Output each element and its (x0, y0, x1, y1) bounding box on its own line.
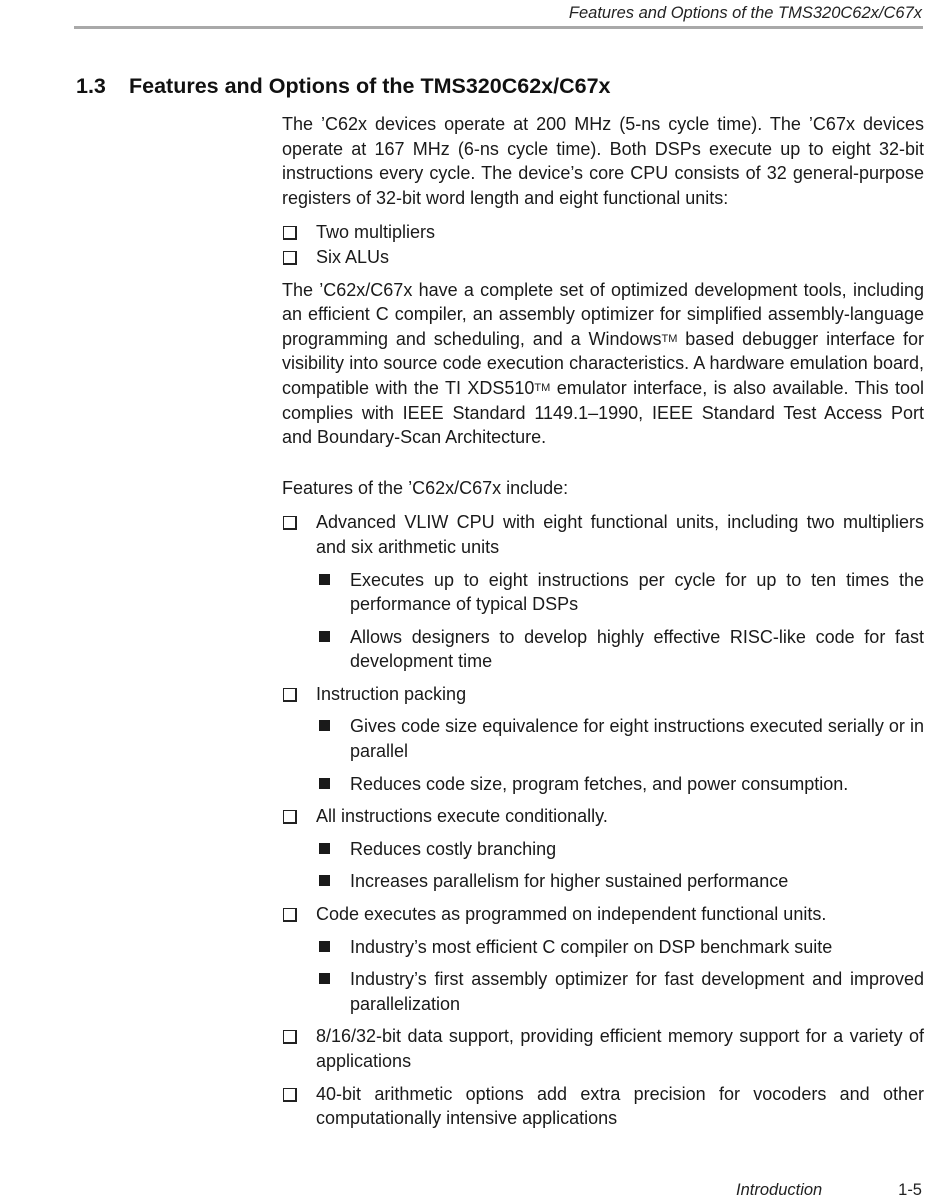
tools-paragraph-part2: based debugger interface for visibility into source code execution characteristics. A hardware emulation board, compatible with the TI XDS510 (282, 328, 924, 398)
square-bullet-icon (319, 875, 330, 886)
functional-units-list (282, 220, 924, 269)
trademark-mark: TM (661, 332, 678, 345)
feature-sublist (316, 837, 924, 894)
square-bullet-icon (319, 574, 330, 585)
list-item (282, 245, 924, 270)
sub-item-text: Reduces costly branching (350, 838, 557, 859)
sub-item (316, 935, 924, 960)
square-bullet-icon (319, 843, 330, 854)
checkbox-bullet-icon (283, 1088, 297, 1102)
sub-item-text: Industry’s first assembly optimizer for fast development and improved parallelization (350, 969, 924, 1014)
sub-item (316, 714, 924, 763)
feature-text: Code executes as programmed on independent functional units. (316, 904, 827, 925)
list-item-text: Two multipliers (316, 222, 436, 243)
section-title: Features and Options of the TMS320C62x/C67x (129, 74, 611, 98)
square-bullet-icon (319, 941, 330, 952)
sub-item (316, 568, 924, 617)
feature-text: 8/16/32-bit data support, providing efficient memory support for a variety of applications (316, 1026, 924, 1071)
features-intro: Features of the ’C62x/C67x include: (282, 477, 569, 498)
intro-paragraph: The ’C62x devices operate at 200 MHz (5-ns cycle time). The ’C67x devices operate at 167 MHz (6-ns cycle time). Both DSPs execute up to eight 32-bit instructions every cycle. The device’s core CPU consists of 32 general-purpose registers of 32-bit word length and eight functional units: (282, 114, 924, 208)
sub-item-text: Increases parallelism for higher sustained performance (350, 871, 789, 892)
trademark-mark: TM (534, 381, 551, 394)
footer-page-number: 1-5 (898, 1181, 922, 1199)
tools-paragraph (282, 278, 924, 450)
sub-item (316, 772, 924, 797)
sub-item (316, 869, 924, 894)
square-bullet-icon (319, 778, 330, 789)
feature-item (282, 1024, 924, 1073)
feature-item (282, 682, 924, 796)
section-heading (76, 74, 611, 99)
features-list (282, 510, 924, 1130)
list-item-text: Six ALUs (316, 246, 390, 267)
feature-text: All instructions execute conditionally. (316, 806, 608, 827)
feature-sublist (316, 714, 924, 796)
checkbox-bullet-icon (283, 226, 297, 240)
sub-item-text: Reduces code size, program fetches, and power consumption. (350, 773, 849, 794)
sub-item-text: Gives code size equivalence for eight instructions executed serially or in parallel (350, 716, 924, 762)
checkbox-bullet-icon (283, 1030, 297, 1044)
sub-item (316, 837, 924, 862)
feature-item (282, 804, 924, 894)
feature-text: Instruction packing (316, 683, 467, 704)
tools-paragraph-part3: emulator interface, is also available. This tool complies with IEEE Standard 1149.1–1990, IEEE Standard Test Access Port and Boundary-Scan Architecture. (282, 377, 924, 448)
feature-item (282, 902, 924, 1016)
tools-paragraph-part1: The ’C62x/C67x have a complete set of optimized development tools, including an efficient C compiler, an assembly optimizer for simplified assembly-language programming and scheduling, and a Windows (282, 279, 924, 349)
checkbox-bullet-icon (283, 908, 297, 922)
checkbox-bullet-icon (283, 251, 297, 265)
section-number: 1.3 (76, 74, 106, 98)
checkbox-bullet-icon (283, 516, 297, 530)
sub-item-text: Allows designers to develop highly effective RISC-like code for fast development time (350, 626, 924, 672)
running-header: Features and Options of the TMS320C62x/C67x (568, 4, 922, 22)
square-bullet-icon (319, 631, 330, 642)
feature-item (282, 510, 924, 674)
feature-sublist (316, 568, 924, 674)
checkbox-bullet-icon (283, 810, 297, 824)
list-item (282, 220, 924, 245)
feature-text: Advanced VLIW CPU with eight functional units, including two multipliers and six arithmetic units (316, 512, 924, 557)
checkbox-bullet-icon (283, 688, 297, 702)
square-bullet-icon (319, 720, 330, 731)
sub-item (316, 967, 924, 1016)
feature-text: 40-bit arithmetic options add extra precision for vocoders and other computationally intensive applications (316, 1083, 924, 1129)
feature-sublist (316, 935, 924, 1017)
header-rule (74, 26, 923, 29)
feature-item (282, 1082, 924, 1131)
body-content (282, 112, 924, 1139)
sub-item-text: Executes up to eight instructions per cycle for up to ten times the performance of typical DSPs (350, 569, 924, 615)
sub-item (316, 625, 924, 674)
sub-item-text: Industry’s most efficient C compiler on DSP benchmark suite (350, 936, 833, 957)
square-bullet-icon (319, 973, 330, 984)
footer-chapter: Introduction (736, 1181, 823, 1199)
